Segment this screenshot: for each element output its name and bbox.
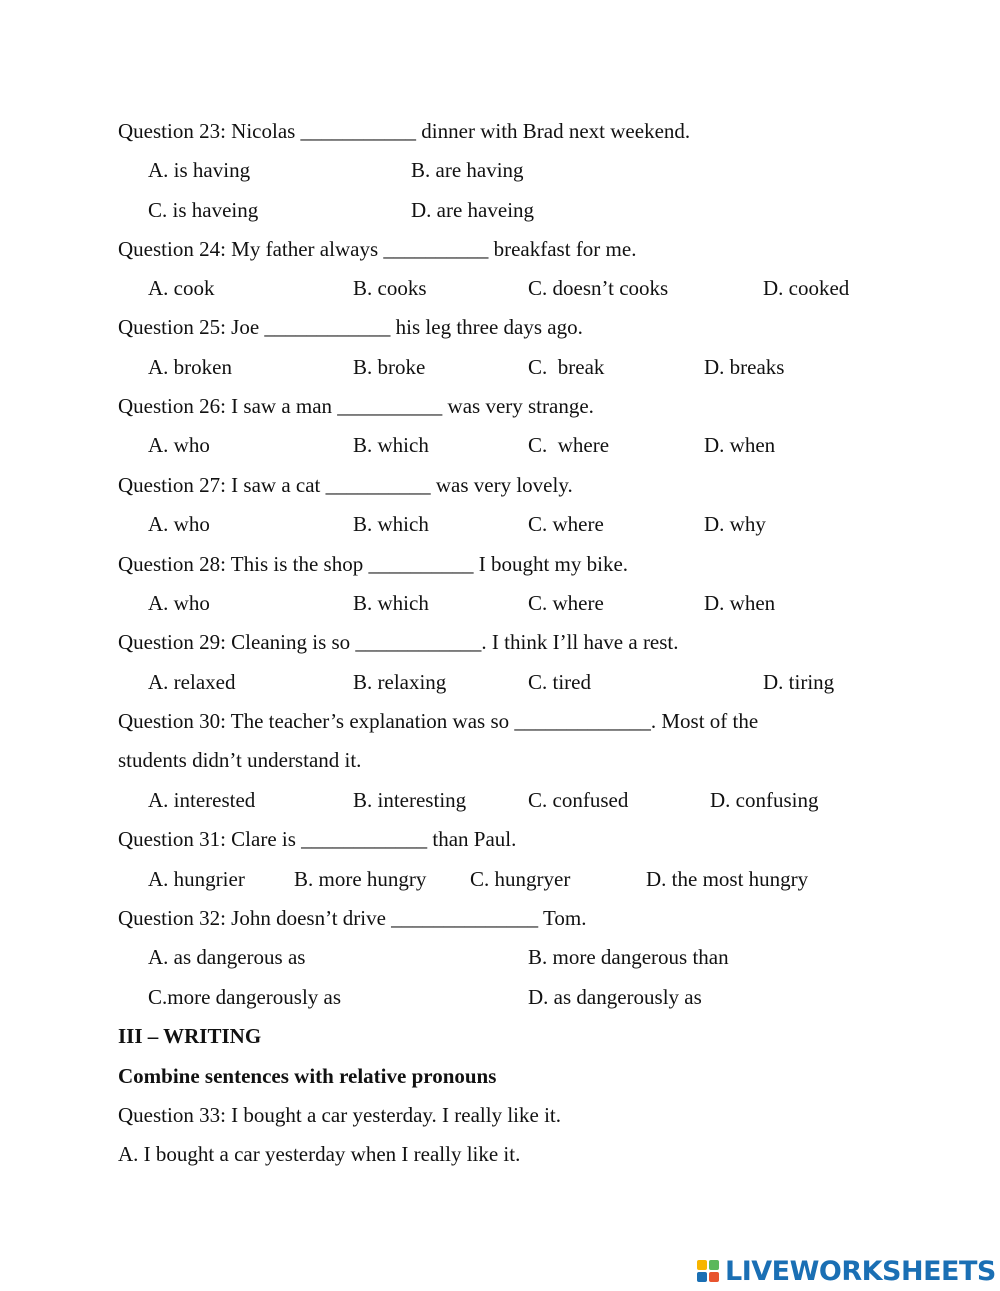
question-26-option-c[interactable]: C. where — [528, 433, 610, 457]
question-31-option-a[interactable]: A. hungrier — [148, 867, 245, 891]
question-29-option-a[interactable]: A. relaxed — [148, 670, 236, 694]
question-31-stem: Question 31: Clare is ____________ than Paul. — [118, 827, 517, 851]
question-25-option-d[interactable]: D. breaks — [704, 355, 785, 379]
question-30-option-d[interactable]: D. confusing — [710, 788, 819, 812]
liveworksheets-logo — [697, 1256, 996, 1286]
question-27-option-d[interactable]: D. why — [704, 512, 766, 536]
question-28-option-d[interactable]: D. when — [704, 591, 776, 615]
logo-mark-icon — [697, 1260, 719, 1282]
question-28-option-b[interactable]: B. which — [353, 591, 429, 615]
question-31-option-d[interactable]: D. the most hungry — [646, 867, 809, 891]
question-28-option-a[interactable]: A. who — [148, 591, 210, 615]
question-30-stem-continued: students didn’t understand it. — [118, 748, 362, 772]
question-23-option-a[interactable]: A. is having — [148, 158, 251, 182]
section-instruction: Combine sentences with relative pronouns — [118, 1064, 497, 1088]
question-26-option-d[interactable]: D. when — [704, 433, 776, 457]
logo-square-4 — [709, 1272, 719, 1282]
logo-text: LIVEWORKSHEETS — [725, 1255, 996, 1287]
question-24-option-a[interactable]: A. cook — [148, 276, 215, 300]
question-30-option-a[interactable]: A. interested — [148, 788, 256, 812]
question-25-option-c[interactable]: C. break — [528, 355, 605, 379]
section-title: III – WRITING — [118, 1024, 262, 1048]
question-26-option-b[interactable]: B. which — [353, 433, 429, 457]
question-31-option-b[interactable]: B. more hungry — [294, 867, 427, 891]
question-30-option-c[interactable]: C. confused — [528, 788, 629, 812]
question-31-option-c[interactable]: C. hungryer — [470, 867, 571, 891]
question-33-stem: Question 33: I bought a car yesterday. I really like it. — [118, 1103, 561, 1127]
question-24-option-c[interactable]: C. doesn’t cooks — [528, 276, 669, 300]
logo-square-1 — [697, 1260, 707, 1270]
question-32-option-c[interactable]: C.more dangerously as — [148, 985, 342, 1009]
question-32-stem: Question 32: John doesn’t drive ______________ Tom. — [118, 906, 587, 930]
question-24-stem: Question 24: My father always __________ breakfast for me. — [118, 237, 637, 261]
question-28-option-c[interactable]: C. where — [528, 591, 604, 615]
question-27-stem: Question 27: I saw a cat __________ was very lovely. — [118, 473, 573, 497]
question-27-option-b[interactable]: B. which — [353, 512, 429, 536]
question-23-option-b[interactable]: B. are having — [411, 158, 524, 182]
question-29-stem: Question 29: Cleaning is so ____________. I think I’ll have a rest. — [118, 630, 679, 654]
question-30-stem: Question 30: The teacher’s explanation was so _____________. Most of the — [118, 709, 759, 733]
question-27-option-c[interactable]: C. where — [528, 512, 604, 536]
question-28-stem: Question 28: This is the shop __________ I bought my bike. — [118, 552, 629, 576]
question-24-option-b[interactable]: B. cooks — [353, 276, 427, 300]
question-25-option-b[interactable]: B. broke — [353, 355, 426, 379]
question-23-stem: Question 23: Nicolas ___________ dinner with Brad next weekend. — [118, 119, 691, 143]
question-33-option-a[interactable]: A. I bought a car yesterday when I really like it. — [118, 1142, 521, 1166]
question-26-stem: Question 26: I saw a man __________ was very strange. — [118, 394, 594, 418]
question-26-option-a[interactable]: A. who — [148, 433, 210, 457]
question-29-option-d[interactable]: D. tiring — [763, 670, 835, 694]
question-23-option-c[interactable]: C. is haveing — [148, 198, 259, 222]
question-29-option-b[interactable]: B. relaxing — [353, 670, 447, 694]
question-30-option-b[interactable]: B. interesting — [353, 788, 467, 812]
question-25-option-a[interactable]: A. broken — [148, 355, 232, 379]
logo-square-2 — [709, 1260, 719, 1270]
question-32-option-d[interactable]: D. as dangerously as — [528, 985, 702, 1009]
question-32-option-b[interactable]: B. more dangerous than — [528, 945, 729, 969]
question-23-option-d[interactable]: D. are haveing — [411, 198, 535, 222]
question-24-option-d[interactable]: D. cooked — [763, 276, 850, 300]
logo-square-3 — [697, 1272, 707, 1282]
question-29-option-c[interactable]: C. tired — [528, 670, 591, 694]
question-27-option-a[interactable]: A. who — [148, 512, 210, 536]
question-25-stem: Question 25: Joe ____________ his leg three days ago. — [118, 315, 583, 339]
question-32-option-a[interactable]: A. as dangerous as — [148, 945, 306, 969]
